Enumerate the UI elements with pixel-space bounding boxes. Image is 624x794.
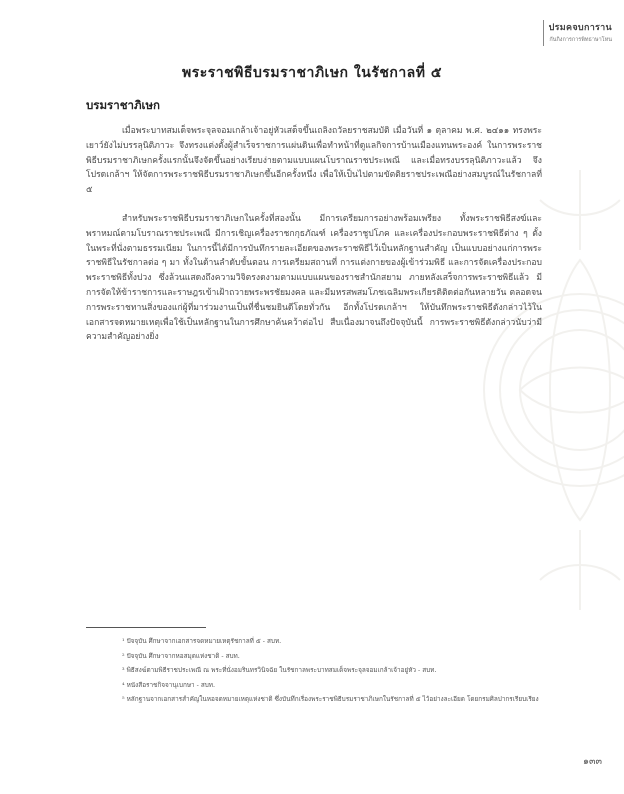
footnote-divider — [86, 627, 206, 628]
footnote: ⁴ หนังสือราชกิจจานุเบกษา - สบท. — [122, 680, 216, 689]
section-heading: บรมราชาภิเษก — [86, 98, 161, 112]
body-text — [86, 124, 542, 359]
footnotes — [86, 636, 542, 709]
page-title: พระราชพิธีบรมราชาภิเษก ในรัชกาลที่ ๕ — [182, 65, 442, 81]
footnote: ¹ ปัจจุบัน ศึกษาจากเอกสารจดหมายเหตุรัชกาลที่ ๕ - สบท. — [122, 637, 282, 645]
brand-header — [549, 20, 612, 44]
footnote: ³ พิธีสงฆ์ตามพิธีราชประเพณี ณ พระที่นั่งอมรินทรวินิจฉัย ในรัชกาลพระบาทสมเด็จพระจุลจอมเกล้าเจ้าอยู่หัว - สบท. — [122, 666, 437, 675]
brand-title: ปรมคจบการาน — [548, 23, 612, 33]
brand-subtitle: กันกิงการการพิทธาษาโหน — [549, 37, 612, 43]
footnote: ⁵ หลักฐานจากเอกสารสำคัญในหอจดหมายเหตุแห่งชาติ ซึ่งบันทึกเรื่องพระราชพิธีบรมราชาภิเษกในรัชกาลที่ ๕ ไว้อย่างละเอียด โดยกรมศิลปากรเรียบเรียง — [122, 695, 539, 704]
footnote: ² ปัจจุบัน ศึกษาจากหอสมุดแห่งชาติ - สบท. — [122, 651, 240, 660]
body-paragraph: สำหรับพระราชพิธีบรมราชาภิเษกในครั้งที่สองนั้น มีการเตรียมการอย่างพร้อมเพรียง ทั้งพระราชพิธีสงฆ์และพราหมณ์ตามโบราณราชประเพณี มีการเชิญเครื่องราชกกุธภัณฑ์ เครื่องราชูปโภค และเครื่องประกอบพระราชพิธีต่าง ๆ ตั้งในพระที่นั่งตามธรรมเนียม ในการนี้ได้มีการบันทึกรายละเอียดของพระราชพิธีไว้เป็นหลักฐานสำคัญ เป็นแบบอย่างแก่การพระราชพิธีในรัชกาลต่อ ๆ มา ทั้งในด้านลำดับขั้นตอน การเตรียมสถานที่ การแต่งกายของผู้เข้าร่วมพิธี และการจัดเครื่องประกอบพระราชพิธีทั้งปวง ซึ่งล้วนแสดงถึงความวิจิตรงดงามตามแบบแผนของราชสำนักสยาม ภายหลังเสร็จการพระราชพิธีแล้ว มีการจัดให้ข้าราชการและราษฎรเข้าเฝ้าถวายพระพรชัยมงคล และมีมหรสพสมโภชเฉลิมพระเกียรติติดต่อกันหลายวัน ตลอดจนการพระราชทานสิ่งของแก่ผู้ที่มาร่วมงานเป็นที่ชื่นชมยินดีโดยทั่วกัน อีกทั้งโปรดเกล้าฯ ให้บันทึกพระราชพิธีดังกล่าวไว้ในเอกสารจดหมายเหตุเพื่อใช้เป็นหลักฐานในการศึกษาค้นคว้าต่อไป สืบเนื่องมาจนถึงปัจจุบันนี้ การพระราชพิธีดังกล่าวนับว่ามีความสำคัญอย่างยิ่ง — [86, 213, 542, 343]
page-number: ๑๓๓ — [582, 756, 602, 767]
header-divider — [543, 20, 544, 46]
body-paragraph: เมื่อพระบาทสมเด็จพระจุลจอมเกล้าเจ้าอยู่หัวเสด็จขึ้นเถลิงถวัลยราชสมบัติ เมื่อวันที่ ๑ ตุลาคม พ.ศ. ๒๔๑๑ ทรงพระเยาว์ยังไม่บรรลุนิติภาวะ จึงทรงแต่งตั้งผู้สำเร็จราชการแผ่นดินเพื่อทำหน้าที่ดูแลกิจการบ้านเมืองแทนพระองค์ ในการพระราชพิธีบรมราชาภิเษกครั้งแรกนั้นจึงจัดขึ้นอย่างเรียบง่ายตามแบบแผนโบราณราชประเพณี และเมื่อทรงบรรลุนิติภาวะแล้ว จึงโปรดเกล้าฯ ให้จัดการพระราชพิธีบรมราชาภิเษกขึ้นอีกครั้งหนึ่ง เพื่อให้เป็นไปตามขัตติยราชประเพณีอย่างสมบูรณ์ในรัชกาลที่ ๕ — [86, 126, 542, 196]
